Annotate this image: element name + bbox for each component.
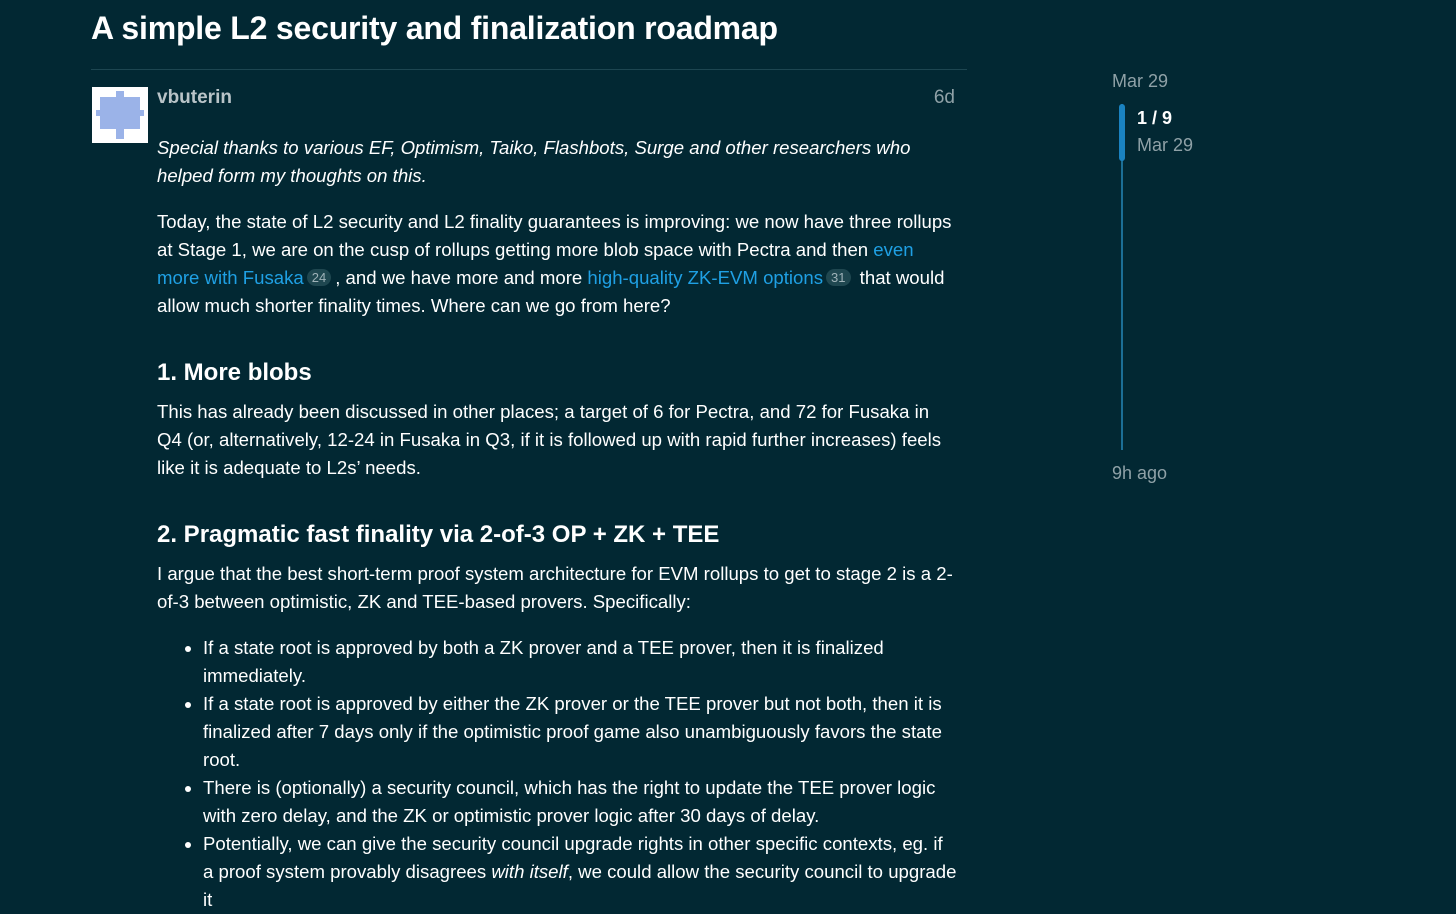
section-heading-fast-finality: 2. Pragmatic fast finality via 2-of-3 OP + ZK + TEE: [157, 521, 720, 548]
avatar[interactable]: [92, 87, 148, 143]
fusaka-link[interactable]: even more with Fusaka: [157, 239, 914, 288]
zk-evm-link-click-count: 31: [826, 269, 850, 286]
intro-text-1: Today, the state of L2 security and L2 finality guarantees is improving: we now have three rollups at Stage 1, we are on the cusp of rollups getting more blob space with Pectra and then: [157, 211, 952, 260]
fast-finality-paragraph: I argue that the best short-term proof system architecture for EVM rollups to get to stage 2 is a 2-of-3 between optimistic, ZK and TEE-based provers. Specifically:: [157, 563, 953, 612]
list-item: • There is (optionally) a security council, which has the right to update the TEE prover logic with zero delay, and the ZK or optimistic prover logic after 30 days of delay.: [203, 774, 957, 830]
timeline-handle-date: Mar 29: [1137, 135, 1194, 155]
thanks-paragraph: Special thanks to various EF, Optimism, Taiko, Flashbots, Surge and other researchers who helped form my thoughts on this.: [157, 137, 911, 186]
intro-text-3: that would allow much shorter finality times. Where can we go from here?: [157, 267, 945, 316]
topic-title[interactable]: A simple L2 security and finalization roadmap: [91, 10, 778, 46]
list-item: • If a state root is approved by both a ZK prover and a TEE prover, then it is finalized immediately.: [203, 634, 957, 690]
fusaka-link-click-count: 24: [307, 269, 331, 286]
list-item: • If a state root is approved by either the ZK prover or the TEE prover but not both, then it is finalized after 7 days only if the optimistic proof game also unambiguously favors the state root.: [203, 690, 957, 774]
timeline-start-date[interactable]: Mar 29: [1112, 71, 1169, 91]
list-item-text-2: , we could allow the security council to upgrade it: [203, 861, 957, 910]
post-author-username[interactable]: vbuterin: [157, 87, 232, 108]
more-blobs-paragraph: This has already been discussed in other places; a target of 6 for Pectra, and 72 for Fusaka in Q4 (or, alternatively, 12-24 in Fusaka in Q3, if it is followed up with rapid further increases) feels like it is adequate to L2s’ needs.: [157, 401, 942, 478]
zk-evm-options-link[interactable]: high-quality ZK-EVM options: [587, 267, 824, 288]
list-item-emphasis: with itself: [491, 861, 568, 882]
intro-paragraph: [157, 208, 957, 320]
fast-finality-list: [157, 634, 957, 914]
timeline-scroll-handle[interactable]: [1119, 104, 1125, 161]
post-body: [157, 134, 957, 914]
section-heading-more-blobs: 1. More blobs: [157, 359, 312, 386]
timeline-post-position: 1 / 9: [1137, 108, 1173, 128]
post-age[interactable]: 6d: [933, 87, 955, 108]
list-item-text-1: Potentially, we can give the security council upgrade rights in other specific contexts, eg. if a proof system provably disagrees: [203, 833, 943, 882]
user-avatar-icon: [92, 87, 148, 143]
timeline-end-date[interactable]: 9h ago: [1112, 463, 1168, 483]
list-item: [203, 830, 957, 914]
title-divider: [91, 69, 967, 70]
intro-text-2: , and we have more and more: [335, 267, 588, 288]
